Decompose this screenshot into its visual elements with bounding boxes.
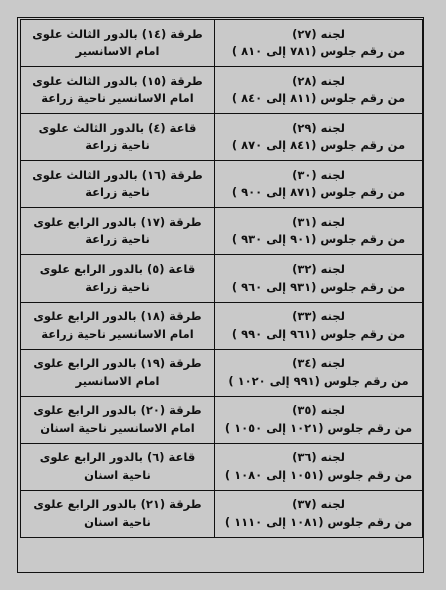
location-cell-content (21, 208, 214, 254)
seat-number-range: من رقم جلوس (٧٨١ إلى ٨١٠ ) (231, 44, 406, 59)
location-direction: امام الاسانسير (75, 373, 160, 388)
table-row (21, 490, 423, 537)
location-cell (21, 161, 215, 208)
committee-cell-content (215, 67, 422, 113)
location-cell (21, 114, 215, 161)
seat-number-range: من رقم جلوس (٩٦١ إلى ٩٩٠ ) (231, 326, 406, 341)
table-row (21, 255, 423, 302)
seat-number-range: من رقم جلوس (٩٠١ إلى ٩٣٠ ) (231, 232, 406, 247)
location-room-floor: طرقة (١٤) بالدور الثالث علوى (32, 26, 203, 41)
table-row (21, 396, 423, 443)
committee-table (20, 19, 423, 538)
committee-number: لجنه (٣٣) (292, 309, 345, 324)
committee-number: لجنه (٣٠) (292, 167, 345, 182)
committee-cell (215, 161, 423, 208)
committee-number: لجنه (٣٥) (292, 403, 345, 418)
seat-number-range: من رقم جلوس (٨٧١ إلى ٩٠٠ ) (231, 185, 406, 200)
committee-number: لجنه (٣٦) (292, 450, 345, 465)
seat-number-range: من رقم جلوس (١٠٨١ إلى ١١١٠ ) (224, 514, 413, 529)
seat-number-range: من رقم جلوس (١٠٥١ إلى ١٠٨٠ ) (224, 467, 413, 482)
location-cell-content (21, 20, 214, 66)
location-room-floor: طرقة (١٨) بالدور الرابع علوى (33, 309, 202, 324)
location-cell-content (21, 444, 214, 490)
seat-number-range: من رقم جلوس (٩٣١ إلى ٩٦٠ ) (231, 279, 406, 294)
location-cell-content (21, 161, 214, 207)
location-cell (21, 67, 215, 114)
location-cell (21, 208, 215, 255)
location-cell-content (21, 255, 214, 301)
committee-cell-content (215, 444, 422, 490)
location-direction: ناحية اسنان (84, 514, 151, 529)
seat-number-range: من رقم جلوس (٨١١ إلى ٨٤٠ ) (231, 91, 406, 106)
location-direction: امام الاسانسير ناحية اسنان (40, 420, 195, 435)
location-room-floor: قاعة (٥) بالدور الرابع علوى (39, 262, 196, 277)
table-row (21, 302, 423, 349)
committee-number: لجنه (٣١) (292, 214, 345, 229)
committee-cell (215, 349, 423, 396)
committee-cell-content (215, 303, 422, 349)
seat-number-range: من رقم جلوس (١٠٢١ إلى ١٠٥٠ ) (224, 420, 413, 435)
table-row (21, 208, 423, 255)
committee-cell (215, 20, 423, 67)
location-cell (21, 443, 215, 490)
location-direction: ناحية اسنان (84, 467, 151, 482)
location-cell (21, 255, 215, 302)
seat-number-range: من رقم جلوس (٨٤١ إلى ٨٧٠ ) (231, 138, 406, 153)
location-direction: ناحية زراعة (85, 185, 150, 200)
location-cell-content (21, 491, 214, 537)
location-cell-content (21, 350, 214, 396)
committee-cell (215, 255, 423, 302)
location-room-floor: طرقة (١٧) بالدور الرابع علوى (33, 214, 202, 229)
table-row (21, 161, 423, 208)
location-direction: امام الاسانسير ناحية زراعة (41, 91, 194, 106)
committee-number: لجنه (٢٨) (292, 73, 345, 88)
committee-cell-content (215, 255, 422, 301)
location-direction: امام الاسانسير (75, 44, 160, 59)
location-cell (21, 396, 215, 443)
committee-number: لجنه (٣٧) (292, 497, 345, 512)
location-cell-content (21, 114, 214, 160)
location-room-floor: طرقة (١٦) بالدور الثالث علوى (32, 167, 203, 182)
location-cell-content (21, 303, 214, 349)
committee-cell (215, 396, 423, 443)
committee-number: لجنه (٢٧) (292, 26, 345, 41)
location-cell (21, 20, 215, 67)
table-row (21, 20, 423, 67)
location-cell (21, 349, 215, 396)
committee-cell-content (215, 161, 422, 207)
committee-number: لجنه (٣٢) (292, 262, 345, 277)
committee-cell (215, 443, 423, 490)
location-room-floor: طرقة (٢١) بالدور الرابع علوى (33, 497, 202, 512)
committee-cell (215, 302, 423, 349)
committee-cell (215, 208, 423, 255)
table-row (21, 349, 423, 396)
seat-number-range: من رقم جلوس (٩٩١ إلى ١٠٢٠ ) (228, 373, 409, 388)
table-row (21, 114, 423, 161)
table-row (21, 67, 423, 114)
committee-cell-content (215, 114, 422, 160)
committee-cell (215, 490, 423, 537)
location-cell (21, 490, 215, 537)
committee-number: لجنه (٢٩) (292, 120, 345, 135)
location-room-floor: قاعة (٦) بالدور الرابع علوى (39, 450, 196, 465)
committee-table-body (21, 20, 423, 538)
location-cell-content (21, 67, 214, 113)
committee-cell-content (215, 208, 422, 254)
committee-cell-content (215, 397, 422, 443)
location-room-floor: قاعة (٤) بالدور الثالث علوى (38, 120, 197, 135)
location-direction: ناحية زراعة (85, 138, 150, 153)
table-row (21, 443, 423, 490)
committee-cell-content (215, 20, 422, 66)
location-cell (21, 302, 215, 349)
location-direction: ناحية زراعة (85, 279, 150, 294)
committee-cell (215, 67, 423, 114)
location-room-floor: طرقة (١٩) بالدور الرابع علوى (33, 356, 202, 371)
committee-cell (215, 114, 423, 161)
location-direction: امام الاسانسير ناحية زراعة (41, 326, 194, 341)
committee-cell-content (215, 491, 422, 537)
committee-number: لجنه (٣٤) (292, 356, 345, 371)
location-cell-content (21, 397, 214, 443)
location-room-floor: طرقة (٢٠) بالدور الرابع علوى (33, 403, 202, 418)
location-room-floor: طرقة (١٥) بالدور الثالث علوى (32, 73, 203, 88)
location-direction: ناحية زراعة (85, 232, 150, 247)
committee-cell-content (215, 350, 422, 396)
